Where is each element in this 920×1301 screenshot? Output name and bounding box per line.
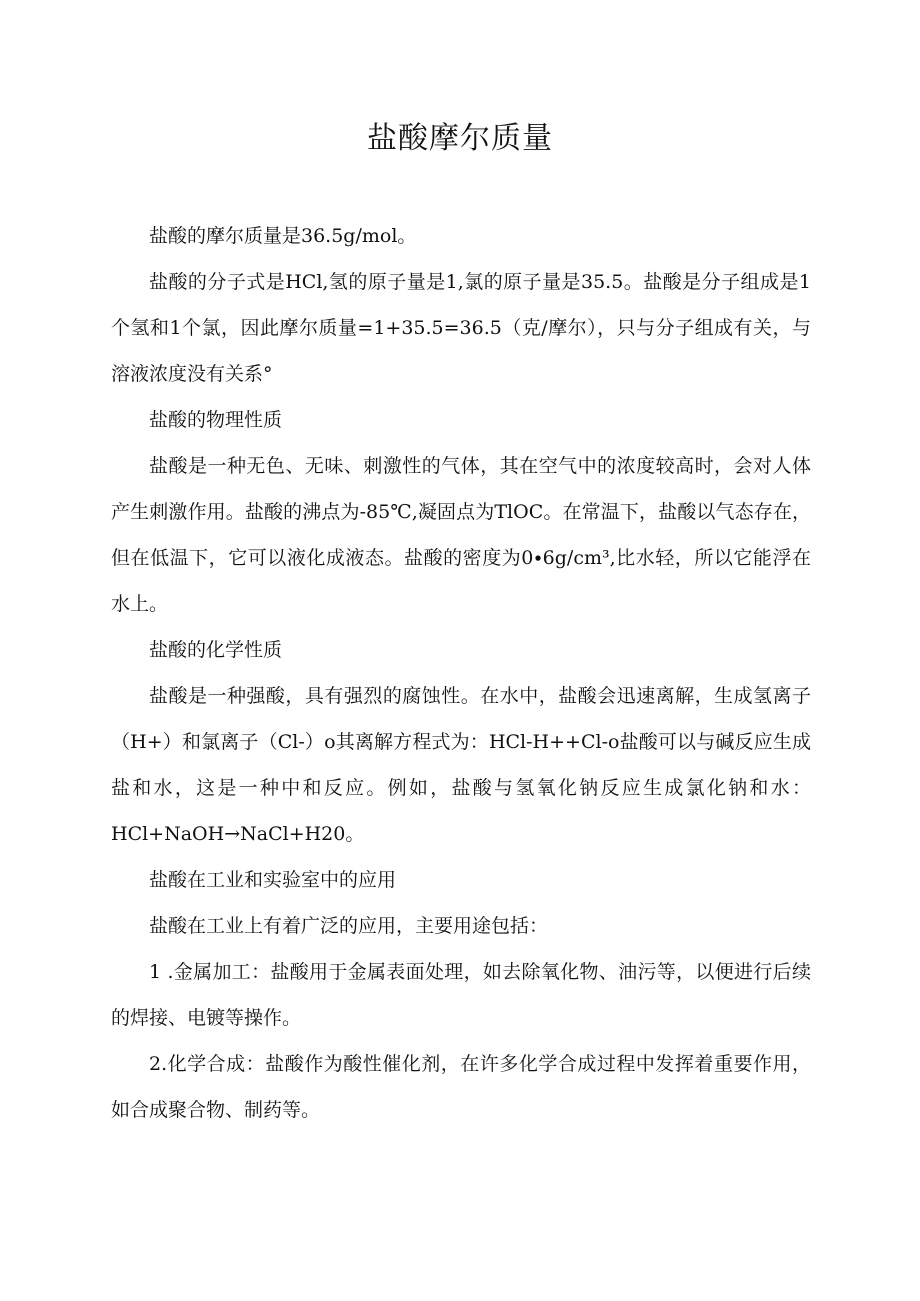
document-body: [111, 213, 811, 1133]
paragraph-physical-properties: 盐酸是一种无色、无味、刺激性的气体，其在空气中的浓度较高时，会对人体产生刺激作用。盐酸的沸点为-85℃,凝固点为TlOC。在常温下，盐酸以气态存在，但在低温下，它可以液化成液态。盐酸的密度为0∙6g∕cm³,比水轻，所以它能浮在水上。: [111, 455, 811, 615]
paragraph-molar-mass: 盐酸的摩尔质量是36.5g∕mol。: [149, 225, 417, 247]
paragraph-chemical-properties: 盐酸是一种强酸，具有强烈的腐蚀性。在水中，盐酸会迅速离解，生成氢离子（H+）和氯离子（Cl-）o其离解方程式为：HCl-H++Cl-o盐酸可以与碱反应生成盐和水，这是一种中和反应。例如，盐酸与氢氧化钠反应生成氯化钠和水：HCl+NaOH→NaCl+H20。: [111, 685, 811, 845]
paragraph-applications-intro: 盐酸在工业上有着广泛的应用，主要用途包括：: [149, 915, 549, 937]
page-title: 盐酸摩尔质量: [367, 121, 553, 156]
heading-physical-properties: 盐酸的物理性质: [149, 409, 283, 431]
heading-chemical-properties: 盐酸的化学性质: [149, 639, 283, 661]
list-item-chemical-synthesis: 2.化学合成：盐酸作为酸性催化剂，在许多化学合成过程中发挥着重要作用，如合成聚合物、制药等。: [111, 1053, 811, 1121]
heading-applications: 盐酸在工业和实验室中的应用: [149, 869, 397, 891]
list-item-metal-processing: 1 .金属加工：盐酸用于金属表面处理，如去除氧化物、油污等，以便进行后续的焊接、电镀等操作。: [111, 961, 811, 1029]
paragraph-formula: 盐酸的分子式是HCl,氢的原子量是1,氯的原子量是35.5。盐酸是分子组成是1个氢和1个氯，因此摩尔质量=1+35.5=36.5（克/摩尔），只与分子组成有关，与溶液浓度没有关系°: [111, 271, 811, 385]
